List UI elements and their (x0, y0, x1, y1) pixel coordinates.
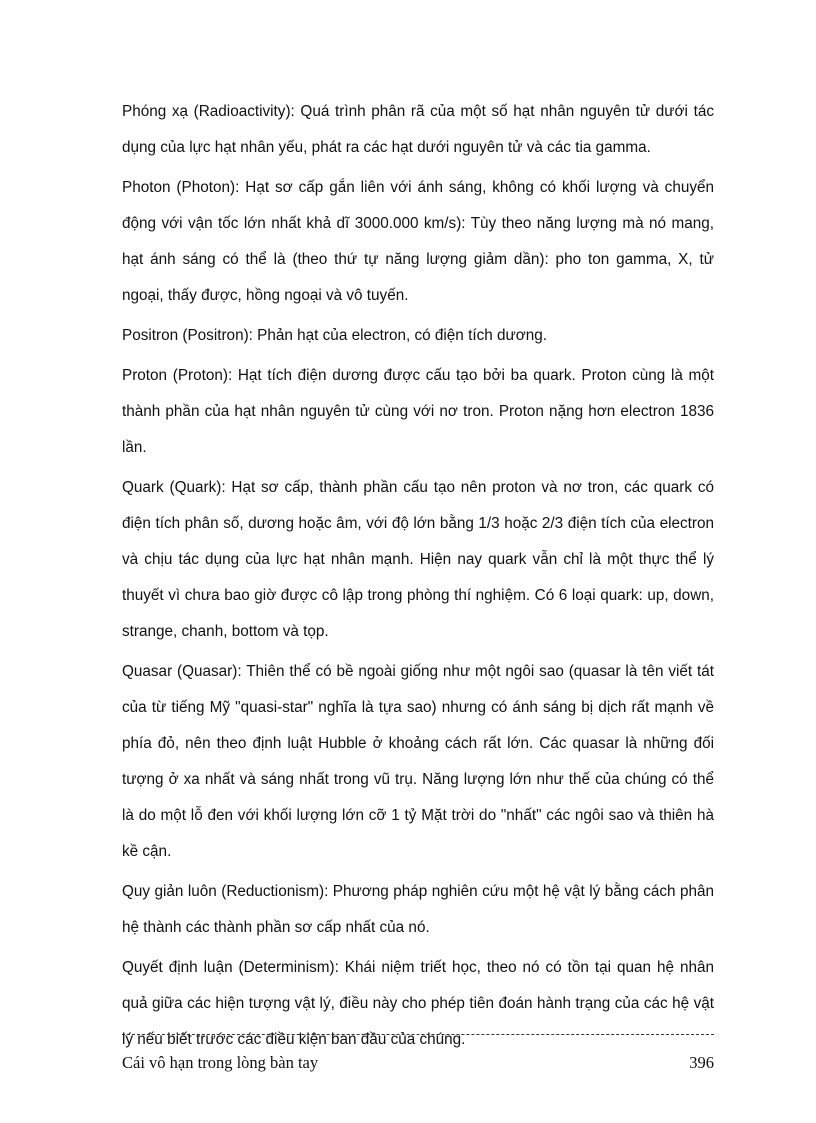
glossary-entry-positron: Positron (Positron): Phản hạt của electron, có điện tích dương. (122, 327, 548, 344)
glossary-entry-photon: Photon (Photon): Hạt sơ cấp gắn liên với ánh sáng, không có khối lượng và chuyển động với vận tốc lớn nhất khả dĩ 3000.000 km/s): Tùy theo năng lượng mà nó mang, hạt ánh sáng có thể là (theo thứ tự năng lượng giảm dần): pho ton gamma, X, tử ngoại, thấy được, hồng ngoại và vô tuyến. (122, 179, 714, 304)
glossary-entry-quark: Quark (Quark): Hạt sơ cấp, thành phần cấu tạo nên proton và nơ tron, các quark có điện tích phân số, dương hoặc âm, với độ lớn bằng 1/3 hoặc 2/3 điện tích của electron và chịu tác dụng của lực hạt nhân mạnh. Hiện nay quark vẫn chỉ là một thực thể lý thuyết vì chưa bao giờ được cô lập trong phòng thí nghiệm. Có 6 loại quark: up, down, strange, chanh, bottom và tọp. (122, 479, 714, 640)
page-footer (122, 1053, 714, 1073)
glossary-entry-determinism: Quyết định luận (Determinism): Khái niệm triết học, theo nó có tồn tại quan hệ nhân quả giữa các hiện tượng vật lý, điều này cho phép tiên đoán hành trạng của các hệ vật lý nếu biết trước các điều kiện ban đầu của chúng. (122, 959, 714, 1048)
page-number: 396 (689, 1053, 714, 1072)
footer-book-title: Cái vô hạn trong lòng bàn tay (122, 1053, 319, 1072)
footer-divider (122, 1034, 714, 1035)
glossary-entry-radioactivity: Phóng xạ (Radioactivity): Quá trình phân rã của một số hạt nhân nguyên tử dưới tác dụng của lực hạt nhân yếu, phát ra các hạt dưới nguyên tử và các tia gamma. (122, 103, 714, 156)
glossary-body (122, 94, 714, 1062)
glossary-entry-reductionism: Quy giản luôn (Reductionism): Phương pháp nghiên cứu một hệ vật lý bằng cách phân hệ thành các thành phần sơ cấp nhất của nó. (122, 883, 714, 936)
glossary-entry-proton: Proton (Proton): Hạt tích điện dương được cấu tạo bởi ba quark. Proton cùng là một thành phần của hạt nhân nguyên tử cùng với nơ tron. Proton nặng hơn electron 1836 lần. (122, 367, 714, 456)
glossary-entry-quasar: Quasar (Quasar): Thiên thể có bề ngoài giống như một ngôi sao (quasar là tên viết tát của từ tiếng Mỹ "quasi-star" nghĩa là tựa sao) nhưng có ánh sáng bị dịch rất mạnh về phía đỏ, nên theo định luật Hubble ở khoảng cách rất lớn. Các quasar là những đối tượng ở xa nhất và sáng nhất trong vũ trụ. Năng lượng lớn như thế của chúng có thể là do một lỗ đen với khối lượng lớn cỡ 1 tỷ Mặt trời do "nhất" các ngôi sao và thiên hà kề cận. (122, 663, 714, 860)
